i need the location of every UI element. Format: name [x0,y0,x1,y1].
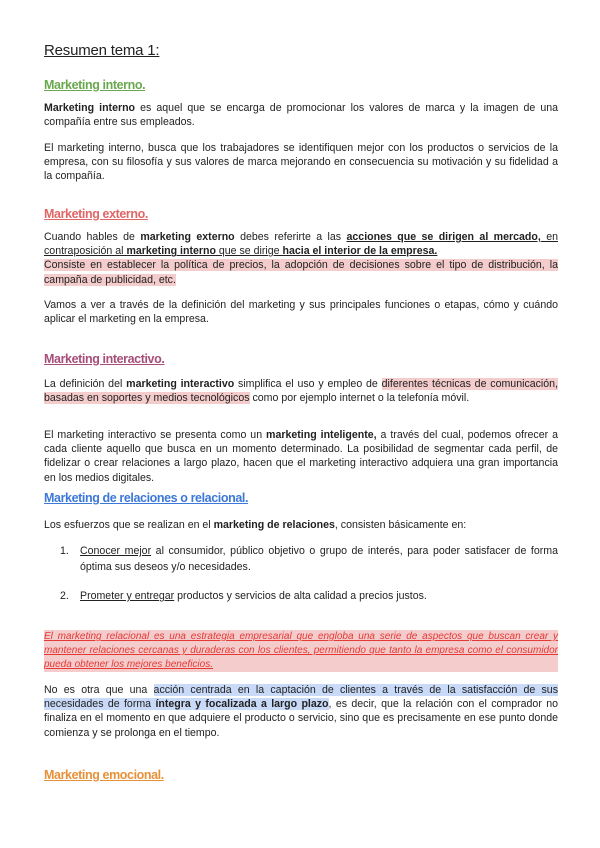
heading-marketing-interno: Marketing interno. [44,78,146,92]
text-span: No es otra que una [44,684,154,696]
text-span: como por ejemplo internet o la telefonía móvil. [249,392,470,405]
text-span: a través del cual, podemos ofrecer a cada cliente aquello que busca en un momento determinado. La posibilidad de segmentar cada perfil, de fidelizar o crear relaciones a largo plazo, hacen que el marketing interactivo adquiera una gran importancia en los medios digitales. [44,429,558,484]
paragraph-interactivo-detail [44,428,558,485]
heading-marketing-relacional: Marketing de relaciones o relacional. [44,491,249,505]
highlight-relacional-estrategia: El marketing relacional es una estrategia empresarial que engloba una serie de aspectos que buscan crear y mantener relaciones cercanas y duraderas con los clientes, permitiendo que tanto la empresa como el consumidor pueda obtener los mejores beneficios. [44,631,558,670]
text-span: El marketing interactivo se presenta como un [44,429,267,441]
text-span: en contraposición al [44,231,558,258]
term-marketing-interactivo: marketing interactivo [126,378,235,390]
paragraph-relacional-accion [44,683,558,740]
text-span: simplifica el uso y empleo de [234,378,382,390]
term-marketing-interno-ref: marketing interno [126,245,216,258]
text-span: , consisten básicamente en: [334,519,467,531]
heading-marketing-emocional: Marketing emocional. [44,768,164,782]
phrase-acciones-mercado: acciones que se dirigen al mercado, [346,231,541,243]
list-item [60,589,558,605]
list-item-underlined: Conocer mejor [80,545,152,557]
paragraph-relacional-intro [44,518,558,532]
text-span: que se dirige [215,245,283,258]
paragraph-interno-definition [44,101,558,129]
highlight-externo-politica: Consiste en establecer la política de precios, la adopción de decisiones sobre el tipo de distribución, la campaña de publicidad, etc. [44,259,558,286]
term-marketing-interno: Marketing interno [44,102,136,114]
text-span: La definición del [44,378,127,390]
heading-marketing-externo: Marketing externo. [44,207,148,221]
list-item [60,544,558,575]
list-item-underlined: Prometer y entregar [80,590,175,602]
term-marketing-externo: marketing externo [140,231,235,243]
phrase-interior-empresa: hacia el interior de la empresa. [282,245,438,258]
highlight-tecnicas-comunicacion: diferentes técnicas de comunicación, basadas en soportes y medios tecnológicos [44,378,559,405]
text-span: Los esfuerzos que se realizan en el [44,519,214,531]
phrase-integra-focalizada: íntegra y focalizada a largo plazo [155,698,329,711]
list-number: 1. [60,545,69,557]
list-item-text [80,589,558,605]
term-marketing-inteligente: marketing inteligente, [266,429,377,441]
list-number: 2. [60,590,69,602]
text-span: debes referirte a las [234,231,347,243]
paragraph-externo-definition [44,230,558,287]
text-span: es aquel que se encarga de promocionar los valores de marca y la imagen de una compañía entre sus empleados. [44,102,558,129]
paragraph-interactivo-definition [44,377,558,405]
term-marketing-relaciones: marketing de relaciones [213,519,335,531]
text-span: al consumidor, público objetivo o grupo de interés, para poder satisfacer de forma óptima sus deseos y/o necesidades. [80,545,558,573]
paragraph-externo-intro: Vamos a ver a través de la definición del marketing y sus principales funciones o etapas, cómo y cuándo aplicar el marketing en la empresa. [44,299,558,326]
text-span: , es decir, que la relación con el comprador no finaliza en el momento en que adquiere el producto o servicio, sino que es precisamente en ese punto donde comienza y se prolonga en el tiempo. [44,698,559,739]
text-span: productos y servicios de alta calidad a precios justos. [174,590,427,602]
text-span: Cuando hables de [44,231,141,243]
heading-marketing-interactivo: Marketing interactivo. [44,352,165,366]
list-item-text [80,544,558,575]
page-title: Resumen tema 1: [44,42,160,59]
paragraph-interno-detail: El marketing interno, busca que los trabajadores se identifiquen mejor con los productos o servicios de la empresa, con su filosofía y sus valores de marca mejorando en consecuencia su motivación y su fidelidad a la compañía. [44,142,558,183]
highlight-accion-centrada: acción centrada en la captación de clientes a través de la satisfacción de sus necesidades de forma [44,684,558,711]
